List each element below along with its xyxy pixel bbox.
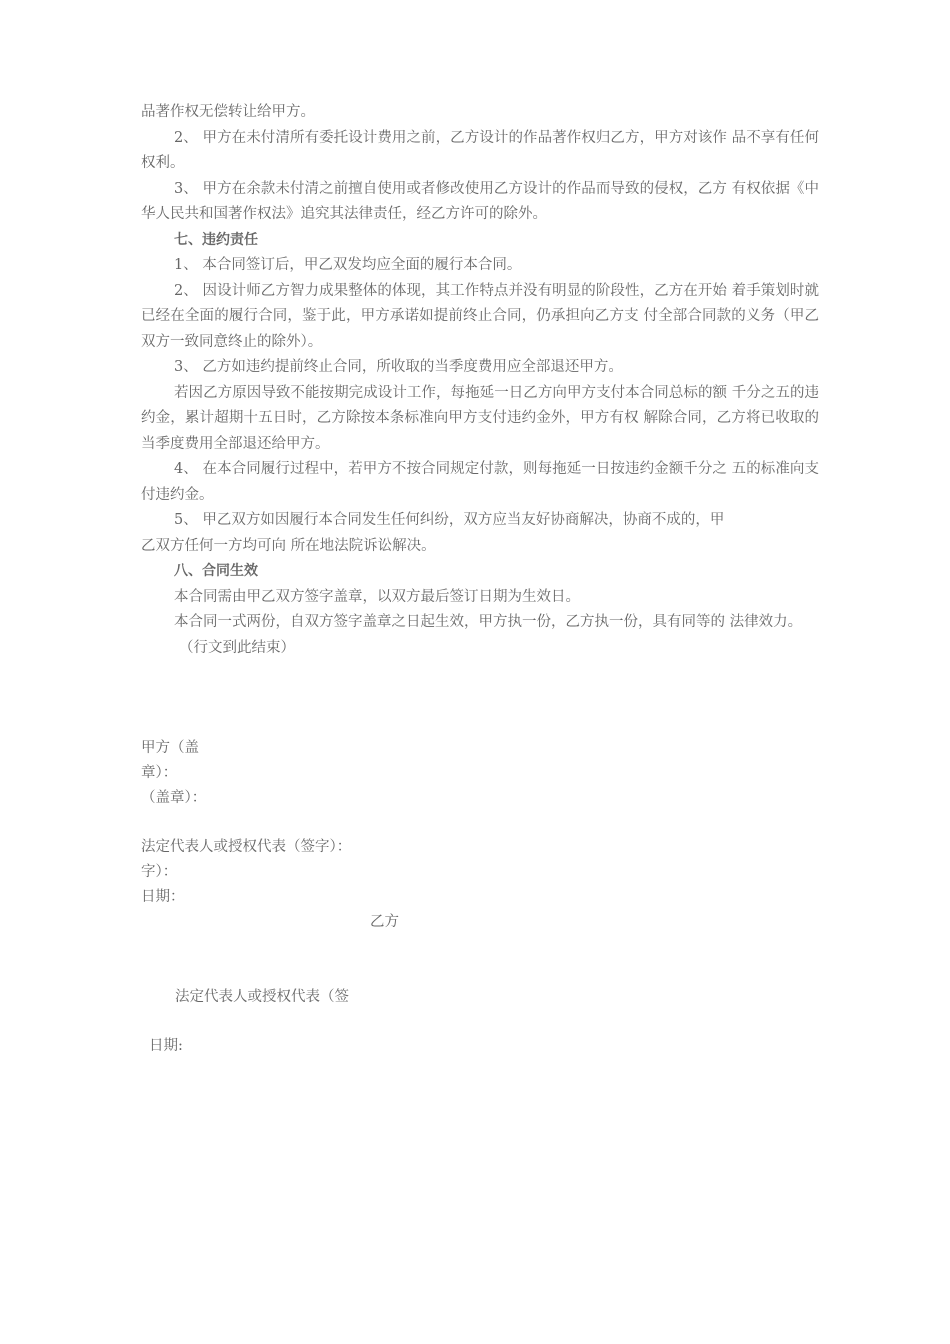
paragraph: 乙双方任何一方均可向 所在地法院诉讼解决。 [141,537,436,554]
party-a-representative-label-cont: 字）： [141,864,178,880]
seal-label: （盖章）： [141,790,207,806]
paragraph: 5、 甲乙双方如因履行本合同发生任何纠纷，双方应当友好协商解决，协商不成的，甲 [174,512,725,528]
section-heading: 七、违约责任 [174,231,258,248]
paragraph: 本合同一式两份，自双方签字盖章之日起生效，甲方执一份，乙方执一份，具有同等的 法律效力。 [174,614,803,630]
paragraph: 2、 甲方在未付清所有委托设计费用之前，乙方设计的作品著作权归乙方，甲方对该作 品不享有任何权利。 [141,129,819,171]
section-heading: 八、合同生效 [174,563,258,579]
paragraph: 1、 本合同签订后，甲乙双发均应全面的履行本合同。 [174,257,522,273]
paragraph: 若因乙方原因导致不能按期完成设计工作，每拖延一日乙方向甲方支付本合同总标的额 千分之五的违约金，累计超期十五日时，乙方除按本条标准向甲方支付违约金外，甲方有权 解除合同，乙方将已收取的当季度费用全部退还给甲方。 [141,384,819,452]
party-a-label-cont: 章）： [141,765,178,781]
paragraph: 品著作权无偿转让给甲方。 [141,104,315,120]
paragraph: 3、 乙方如违约提前终止合同，所收取的当季度费用应全部退还甲方。 [174,359,623,375]
paragraph: 3、 甲方在余款未付清之前擅自使用或者修改使用乙方设计的作品而导致的侵权，乙方 有权依据《中华人民共和国著作权法》追究其法律责任，经乙方许可的除外。 [141,180,819,222]
party-b-label: 乙方 [370,914,399,930]
party-b-date-label: 日期: [149,1038,183,1054]
paragraph: 本合同需由甲乙双方签字盖章，以双方最后签订日期为生效日。 [174,588,580,605]
paragraph: 2、 因设计师乙方智力成果整体的体现，其工作特点并没有明显的阶段性，乙方在开始 着手策划时就已经在全面的履行合同，鉴于此，甲方承诺如提前终止合同，仍承担向乙方支 付全部合同款的义务（甲乙双方一致同意终止的除外）。 [141,282,819,350]
paragraph: 4、 在本合同履行过程中，若甲方不按合同规定付款，则每拖延一日按违约金额千分之 五的标准向支付违约金。 [141,461,819,503]
contract-body [141,100,819,661]
party-a-label: 甲方（盖 [141,740,199,756]
party-b-representative-label: 法定代表人或授权代表（签 [175,989,349,1005]
party-a-representative-label: 法定代表人或授权代表（签字）： [141,839,352,855]
party-a-date-label: 日期： [141,889,185,905]
end-note: （行文到此结束） [179,639,295,656]
